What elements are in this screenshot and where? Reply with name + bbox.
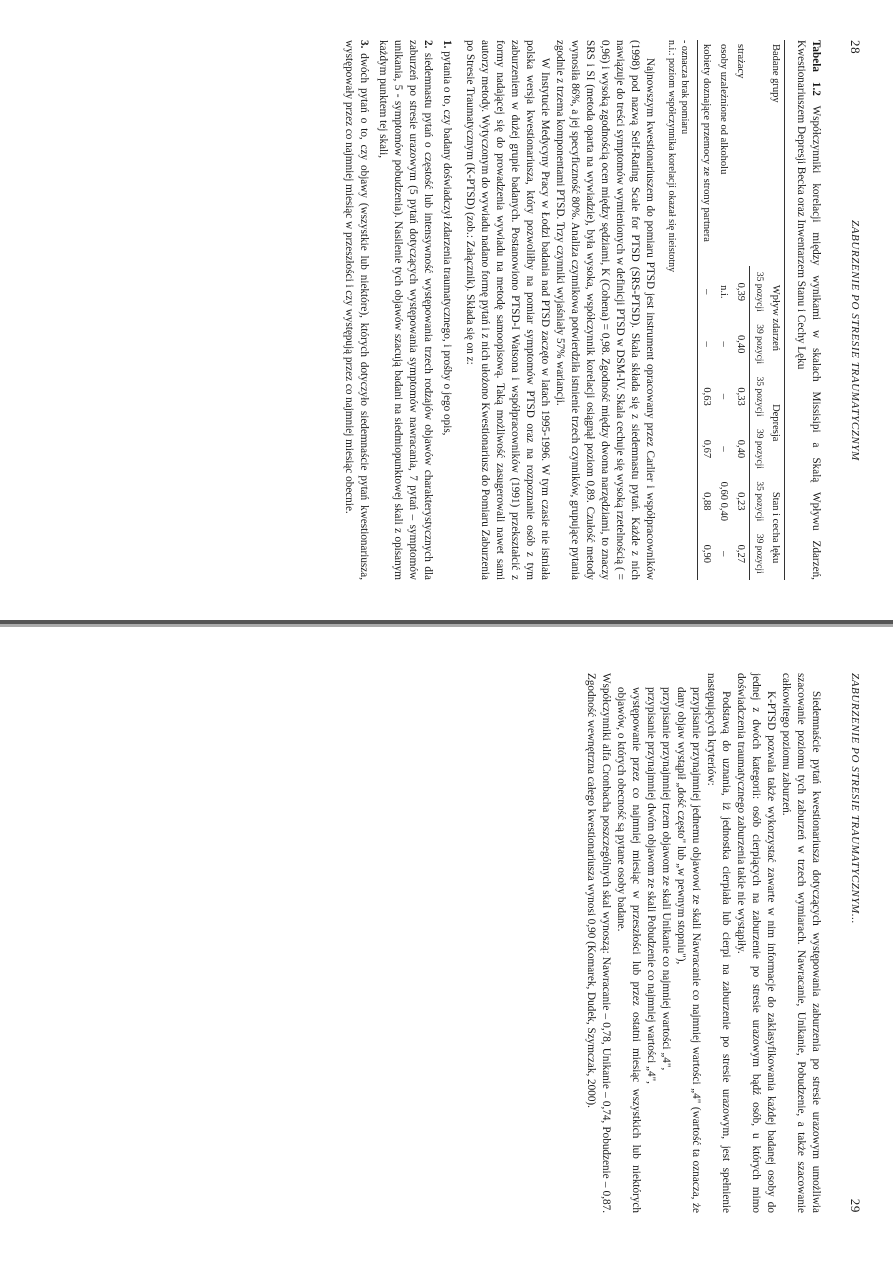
- table-subheader: 39 pozycji: [750, 528, 768, 580]
- page-28: [63, 0, 893, 620]
- list-item: [341, 40, 371, 580]
- table-subheader: 35 pozycji: [750, 475, 768, 527]
- cell: 0,40: [735, 439, 746, 459]
- table-subheader: 39 pozycji: [750, 423, 768, 475]
- cell: n.i.: [718, 285, 729, 299]
- cell: 0,88: [698, 475, 716, 527]
- cell: –: [698, 266, 716, 318]
- questionnaire-parts-list: [341, 40, 454, 580]
- cell: 0,39: [735, 282, 746, 301]
- cell: 0,40: [735, 334, 746, 354]
- table-header-groups: Badane grupy: [750, 40, 785, 266]
- cell: –: [718, 393, 729, 400]
- criterion: przypisanie przynajmniej trzem objawom ze skali Unikanie co najmniej wartości „4",: [660, 687, 672, 1071]
- table-notes: [665, 40, 691, 580]
- paragraph: W Instytucie Medycyny Pracy w Łodzi badania nad PTSD zaczęto w latach 1995-1996. W tym czasie nie istniała polska wersja kwestionariusza, który pozwoliłby na pomiar symptomów PTSD oraz na rozpoznanie osób z tym zaburzeniem w dużej grupie badanych. Postanowiono PTSD-I Watsona i współpracowników (1991) przekształcić z formy nadającej się do prowadzenia wywiadu na metodę samoopisową. Taką możliwość zasugerowali nawet sami autorzy metody. Wytyczonym do wywiadu nadano formę pytań i z nich ułożono Kwestionariusz do Pomiaru Zaburzenia po Stresie Traumatycznym (K-PTSD) (zob.: Załącznik). Składa się on z:: [464, 40, 551, 580]
- page-number: 29: [848, 1198, 863, 1213]
- cell: 0,60 0,40: [718, 481, 729, 522]
- running-head: ZABURZENIE PO STRESIE TRAUMATYCZNYM: [849, 220, 861, 461]
- page-fold-line: [0, 624, 893, 627]
- list-text: pytania o to, czy badany doświadczył zdarzenia traumatycznego, i prośby o jego opis,: [441, 51, 453, 436]
- paragraph: Siedemnaście pytań kwestionariusza dotyczących występowania zaburzenia po stresie urazowym umożliwia szacowanie poziomu tych zaburzeń w trzech wymiarach. Nawracanie, Unikanie, Pobudzenie, a także szacowanie całkowitego poziomu zaburzeń.: [780, 673, 822, 1213]
- list-number: 1.: [441, 40, 453, 49]
- table-subheader: 35 pozycji: [750, 370, 768, 422]
- cell: 0,23: [735, 492, 746, 511]
- criteria-list: [613, 673, 703, 1213]
- paragraph: Najnowszym kwestionariuszem do pomiaru PTSD jest instrument opracowany przez Carlier i współpracowników (1998) pod nazwą Self-Rating Scale for PTSD (SRS-PTSD). Skala składa się z siedemnastu pytań. Każde z nich nawiązuje do treści symptomów wymienionych w definicji PTSD w DSM-IV. Skala cechuje się wysoką rzetelnością ( = 0,96) i wysoką zgodnością ocen między sędziami, K (Cohena) = 0,98. Zgodność między dwoma narzędziami, to znaczy SRS i SI (metoda oparta na wywiadzie), była wysoka, współczynnik korelacji osiągnął poziom 0,89. Czułość metody wynosiła 86%, a jej specyficzność 80%. Analiza czynnikowa potwierdziła istnienie trzech czynników, grupujące pytania zgodnie z trzema komponentami PTSD. Trzy czynniki wyjaśniały 57% wariancji.: [554, 40, 656, 580]
- paragraph: Współczynniki alfa Cronbacha poszczególnych skal wynoszą: Nawracanie – 0,78, Unikanie – 0,74, Pobudzenie – 0,87. Zgodność wewnętrzna całego kwestionariusza wynosi 0,90 (Komarek, Dudek, Szymczak, 2000).: [585, 673, 612, 1213]
- table-row: [732, 40, 750, 580]
- cell: 0,33: [735, 387, 746, 406]
- cell: 0,27: [735, 544, 746, 563]
- table-header: Stan i cecha lęku: [767, 475, 785, 580]
- correlation-table: [697, 40, 785, 580]
- cell: 0,67: [698, 423, 716, 475]
- criterion: przypisanie przynajmniej dwóm objawom ze skali Pobudzenie co najmniej wartości „4",: [645, 687, 657, 1084]
- cell: 0,90: [698, 528, 716, 580]
- row-label: osoby uzależnione od alkoholu: [718, 44, 729, 175]
- cell: –: [718, 446, 729, 452]
- page-header: [843, 40, 863, 580]
- list-number: 2.: [422, 40, 434, 49]
- page-number: 28: [848, 40, 863, 55]
- table-row: [698, 40, 716, 580]
- cell: –: [698, 318, 716, 370]
- list-number: 3.: [358, 40, 370, 49]
- list-text: dwóch pytań o to, czy objawy (wszystkie lub niektóre), których dotyczyło siedemnaście pytań kwestionariusza, występowały przez co najmniej miesiąc w przeszłości i czy występują przez co najmniej miesiąc obecnie.: [343, 40, 370, 580]
- page-header: [843, 673, 863, 1213]
- table-subheader: 39 pozycji: [750, 318, 768, 370]
- table-note: n.i.: poziom współczynnika korelacji okazał się nieistotny: [666, 40, 677, 273]
- page-29: [63, 633, 893, 1253]
- list-item: [439, 40, 454, 580]
- cell: 0,63: [698, 370, 716, 422]
- list-text: siedemnastu pytań o częstość lub intensywność występowania trzech rodzajów objawów charakterystycznych dla zaburzeń po stresie urazowym (5 pytań dotyczących występowania symptomów nawracania, 7 pytań – symptomów unikania, 5 - symptomów pobudzenia). Nasilenie tych objawów szacują badani na siedmiopunktowej skali z opisanym każdym punktem tej skali,: [377, 40, 434, 580]
- list-item: [375, 40, 435, 580]
- table-caption: [793, 40, 823, 580]
- criterion: występowanie przez co najmniej miesiąc w przeszłości lub przez ostatni miesiąc wszystkich lub niektórych objawów, o których obecność są pytane osoby badane.: [615, 687, 642, 1213]
- cell: –: [718, 551, 729, 557]
- table-subheader: 35 pozycji: [750, 266, 768, 318]
- row-label: kobiety doznające przemocy ze strony partnera: [698, 40, 716, 266]
- table-caption-number: Tabela 1.2: [810, 40, 822, 96]
- table-caption-text: Współczynniki korelacji między wynikami w skalach Missisipi a Skalą Wpływu Zdarzeń, Kwestionariuszem Depresji Becka oraz Inwentarzem Stanu i Cechy Lęku: [795, 40, 822, 580]
- table-row: [715, 40, 732, 580]
- table-header: Wpływ zdarzeń: [767, 266, 785, 371]
- criterion: przypisanie przynajmniej jednemu objawowi ze skali Nawracanie co najmniej wartości „4" (wartość ta oznacza, że dany objaw wystąpił „dość często" lub „w pewnym stopniu"),: [675, 687, 702, 1213]
- paragraph: K-PTSD pozwala także wykorzystać zawarte w nim informacje do zaklasyfikowania każdej badanej osoby do jednej z dwóch kategorii: osób cierpiących na zaburzenie po stresie urazowym bądź osób, u których mimo doświadczenia traumatycznego zaburzenia takie nie wystąpiły.: [735, 673, 777, 1213]
- row-label: strażacy: [735, 44, 747, 79]
- cell: –: [718, 341, 729, 347]
- running-head: ZABURZENIE PO STRESIE TRAUMATYCZNYM...: [849, 673, 861, 924]
- page-body: [337, 40, 823, 580]
- paragraph: Podstawą do uznania, iż jednostka cierpiała lub cierpi na zaburzenie po stresie urazowym, jest spełnienie następujących kryteriów:: [705, 673, 732, 1213]
- page-body: [583, 673, 823, 1213]
- table-header: Depresja: [767, 370, 785, 475]
- table-note: - oznacza brak pomiaru: [679, 40, 690, 135]
